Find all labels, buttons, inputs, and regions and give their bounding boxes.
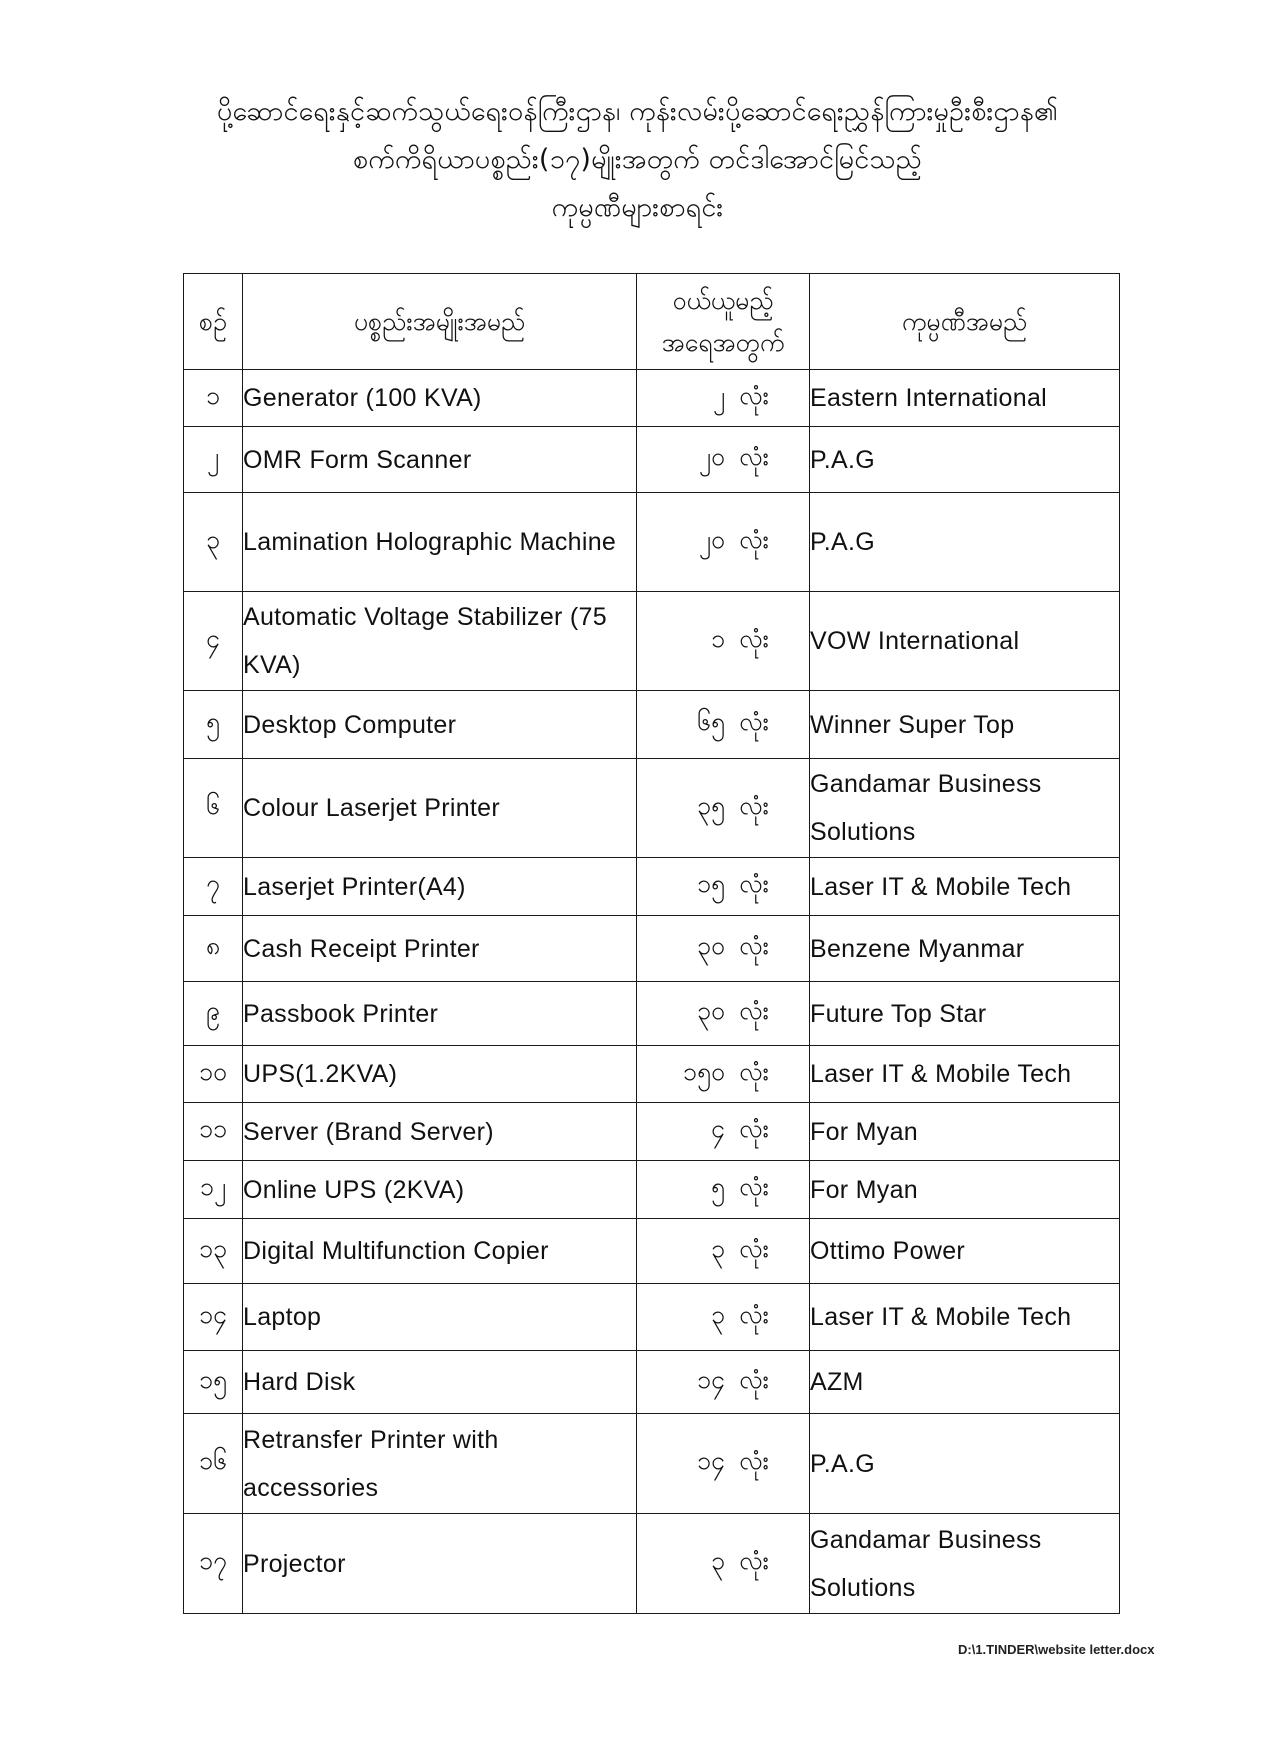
row-qty — [637, 1046, 810, 1103]
row-item: UPS(1.2KVA) — [243, 1046, 637, 1103]
qty-value: ၃၀ — [696, 931, 726, 960]
row-item: Desktop Computer — [243, 691, 637, 759]
header-qty-line2: အရေအတွက် — [661, 327, 785, 357]
row-qty — [637, 916, 810, 982]
table-row — [184, 1219, 1120, 1284]
row-qty — [637, 427, 810, 493]
row-qty — [637, 759, 810, 858]
header-qty — [637, 274, 810, 370]
row-company: Gandamar Business Solutions — [810, 1514, 1120, 1614]
row-no: ၅ — [184, 691, 243, 759]
qty-value: ၂ — [712, 380, 726, 410]
row-qty — [637, 1219, 810, 1284]
file-path-footer: D:\1.TINDER\website letter.docx — [958, 1642, 1155, 1657]
row-qty — [637, 858, 810, 916]
row-item: Generator (100 KVA) — [243, 370, 637, 427]
row-qty — [637, 982, 810, 1046]
row-no: ၃ — [184, 493, 243, 592]
table-row — [184, 493, 1120, 592]
row-qty — [637, 370, 810, 427]
row-item: Colour Laserjet Printer — [243, 759, 637, 858]
row-no: ၁ — [184, 370, 243, 427]
table-row — [184, 1046, 1120, 1103]
row-qty — [637, 1284, 810, 1351]
qty-unit: လုံး — [739, 869, 769, 898]
row-company: Future Top Star — [810, 982, 1120, 1046]
tender-table — [183, 273, 1120, 1614]
qty-unit: လုံး — [739, 1364, 769, 1394]
row-item: Lamination Holographic Machine — [243, 493, 637, 592]
row-company: P.A.G — [810, 427, 1120, 493]
header-no: စဉ် — [184, 274, 243, 370]
row-item: Digital Multifunction Copier — [243, 1219, 637, 1284]
table-row — [184, 1284, 1120, 1351]
qty-unit: လုံး — [739, 1299, 769, 1329]
row-item: Cash Receipt Printer — [243, 916, 637, 982]
row-no: ၈ — [184, 916, 243, 982]
row-company: Gandamar Business Solutions — [810, 759, 1120, 858]
title-line-3: ကုမ္ပဏီများစာရင်း — [551, 192, 724, 223]
qty-value: ၃၅ — [696, 790, 726, 820]
qty-unit: လုံး — [739, 931, 769, 960]
row-company: Winner Super Top — [810, 691, 1120, 759]
qty-unit: လုံး — [739, 996, 769, 1025]
row-qty — [637, 1351, 810, 1414]
row-qty — [637, 691, 810, 759]
table-row — [184, 1514, 1120, 1614]
row-qty — [637, 493, 810, 592]
table-row — [184, 982, 1120, 1046]
row-company: P.A.G — [810, 493, 1120, 592]
qty-value: ၆၅ — [696, 707, 726, 736]
qty-unit: လုံး — [739, 623, 769, 653]
row-no: ၁၅ — [184, 1351, 243, 1414]
qty-unit: လုံး — [739, 1546, 769, 1575]
qty-value: ၁၄ — [696, 1364, 726, 1394]
title-line-1: ပို့ဆောင်ရေးနှင့်ဆက်သွယ်ရေးဝန်ကြီးဌာန၊ ကုန်းလမ်းပို့ဆောင်ရေးညွှန်ကြားမှုဦးစီးဌာန၏ — [216, 96, 1059, 127]
qty-value: ၄ — [711, 1114, 726, 1143]
row-company: Laser IT & Mobile Tech — [810, 1284, 1120, 1351]
row-item: Online UPS (2KVA) — [243, 1161, 637, 1219]
row-no: ၉ — [184, 982, 243, 1046]
table-row — [184, 759, 1120, 858]
row-no: ၂ — [184, 427, 243, 493]
qty-unit: လုံး — [739, 1446, 769, 1475]
qty-value: ၁၅ — [696, 869, 726, 898]
table-row — [184, 1414, 1120, 1514]
row-company: Laser IT & Mobile Tech — [810, 1046, 1120, 1103]
row-no: ၁၇ — [184, 1514, 243, 1614]
header-item: ပစ္စည်းအမျိုးအမည် — [243, 274, 637, 370]
table-row — [184, 858, 1120, 916]
row-item: Laserjet Printer(A4) — [243, 858, 637, 916]
table-header-row — [184, 274, 1120, 370]
qty-value: ၃၀ — [696, 996, 726, 1025]
row-no: ၇ — [184, 858, 243, 916]
qty-unit: လုံး — [739, 790, 769, 820]
qty-value: ၂၀ — [698, 442, 726, 471]
row-no: ၁၆ — [184, 1414, 243, 1514]
row-no: ၁၀ — [184, 1046, 243, 1103]
row-qty — [637, 1161, 810, 1219]
row-qty — [637, 1103, 810, 1161]
qty-unit: လုံး — [739, 1114, 769, 1143]
row-company: For Myan — [810, 1103, 1120, 1161]
qty-unit: လုံး — [739, 1233, 769, 1263]
title-line-2: စက်ကိရိယာပစ္စည်း(၁၇)မျိုးအတွက် တင်ဒါအောင်မြင်သည့် — [352, 144, 923, 175]
row-no: ၁၂ — [184, 1161, 243, 1219]
row-item: Server (Brand Server) — [243, 1103, 637, 1161]
qty-unit: လုံး — [739, 1056, 769, 1086]
qty-value: ၁၅၀ — [682, 1056, 726, 1086]
table-row — [184, 691, 1120, 759]
qty-value: ၁၄ — [696, 1446, 726, 1475]
qty-value: ၅ — [711, 1172, 726, 1201]
document-title — [0, 88, 1275, 232]
row-company: Benzene Myanmar — [810, 916, 1120, 982]
row-no: ၁၄ — [184, 1284, 243, 1351]
table-row — [184, 1161, 1120, 1219]
table-row — [184, 592, 1120, 691]
row-company: AZM — [810, 1351, 1120, 1414]
qty-unit: လုံး — [739, 524, 769, 554]
qty-unit: လုံး — [739, 1172, 769, 1201]
row-qty — [637, 592, 810, 691]
row-company: For Myan — [810, 1161, 1120, 1219]
qty-value: ၁ — [711, 623, 726, 653]
row-item: Passbook Printer — [243, 982, 637, 1046]
row-item: Automatic Voltage Stabilizer (75 KVA) — [243, 592, 637, 691]
qty-unit: လုံး — [739, 380, 769, 410]
table-row — [184, 370, 1120, 427]
row-no: ၄ — [184, 592, 243, 691]
table-row — [184, 1351, 1120, 1414]
table-row — [184, 427, 1120, 493]
row-qty — [637, 1514, 810, 1614]
row-no: ၆ — [184, 759, 243, 858]
row-no: ၁၃ — [184, 1219, 243, 1284]
qty-unit: လုံး — [739, 442, 769, 471]
qty-unit: လုံး — [739, 707, 769, 736]
qty-value: ၂၀ — [698, 524, 726, 554]
row-item: Laptop — [243, 1284, 637, 1351]
header-company: ကုမ္ပဏီအမည် — [810, 274, 1120, 370]
row-company: Eastern International — [810, 370, 1120, 427]
row-item: OMR Form Scanner — [243, 427, 637, 493]
qty-value: ၃ — [711, 1233, 726, 1263]
row-company: Laser IT & Mobile Tech — [810, 858, 1120, 916]
row-company: P.A.G — [810, 1414, 1120, 1514]
qty-value: ၃ — [711, 1546, 726, 1575]
row-company: Ottimo Power — [810, 1219, 1120, 1284]
header-qty-line1: ဝယ်ယူမည့် — [672, 285, 774, 315]
table-row — [184, 1103, 1120, 1161]
row-item: Hard Disk — [243, 1351, 637, 1414]
table-row — [184, 916, 1120, 982]
row-qty — [637, 1414, 810, 1514]
row-item: Projector — [243, 1514, 637, 1614]
row-company: VOW International — [810, 592, 1120, 691]
row-item: Retransfer Printer with accessories — [243, 1414, 637, 1514]
qty-value: ၃ — [711, 1299, 726, 1329]
row-no: ၁၁ — [184, 1103, 243, 1161]
